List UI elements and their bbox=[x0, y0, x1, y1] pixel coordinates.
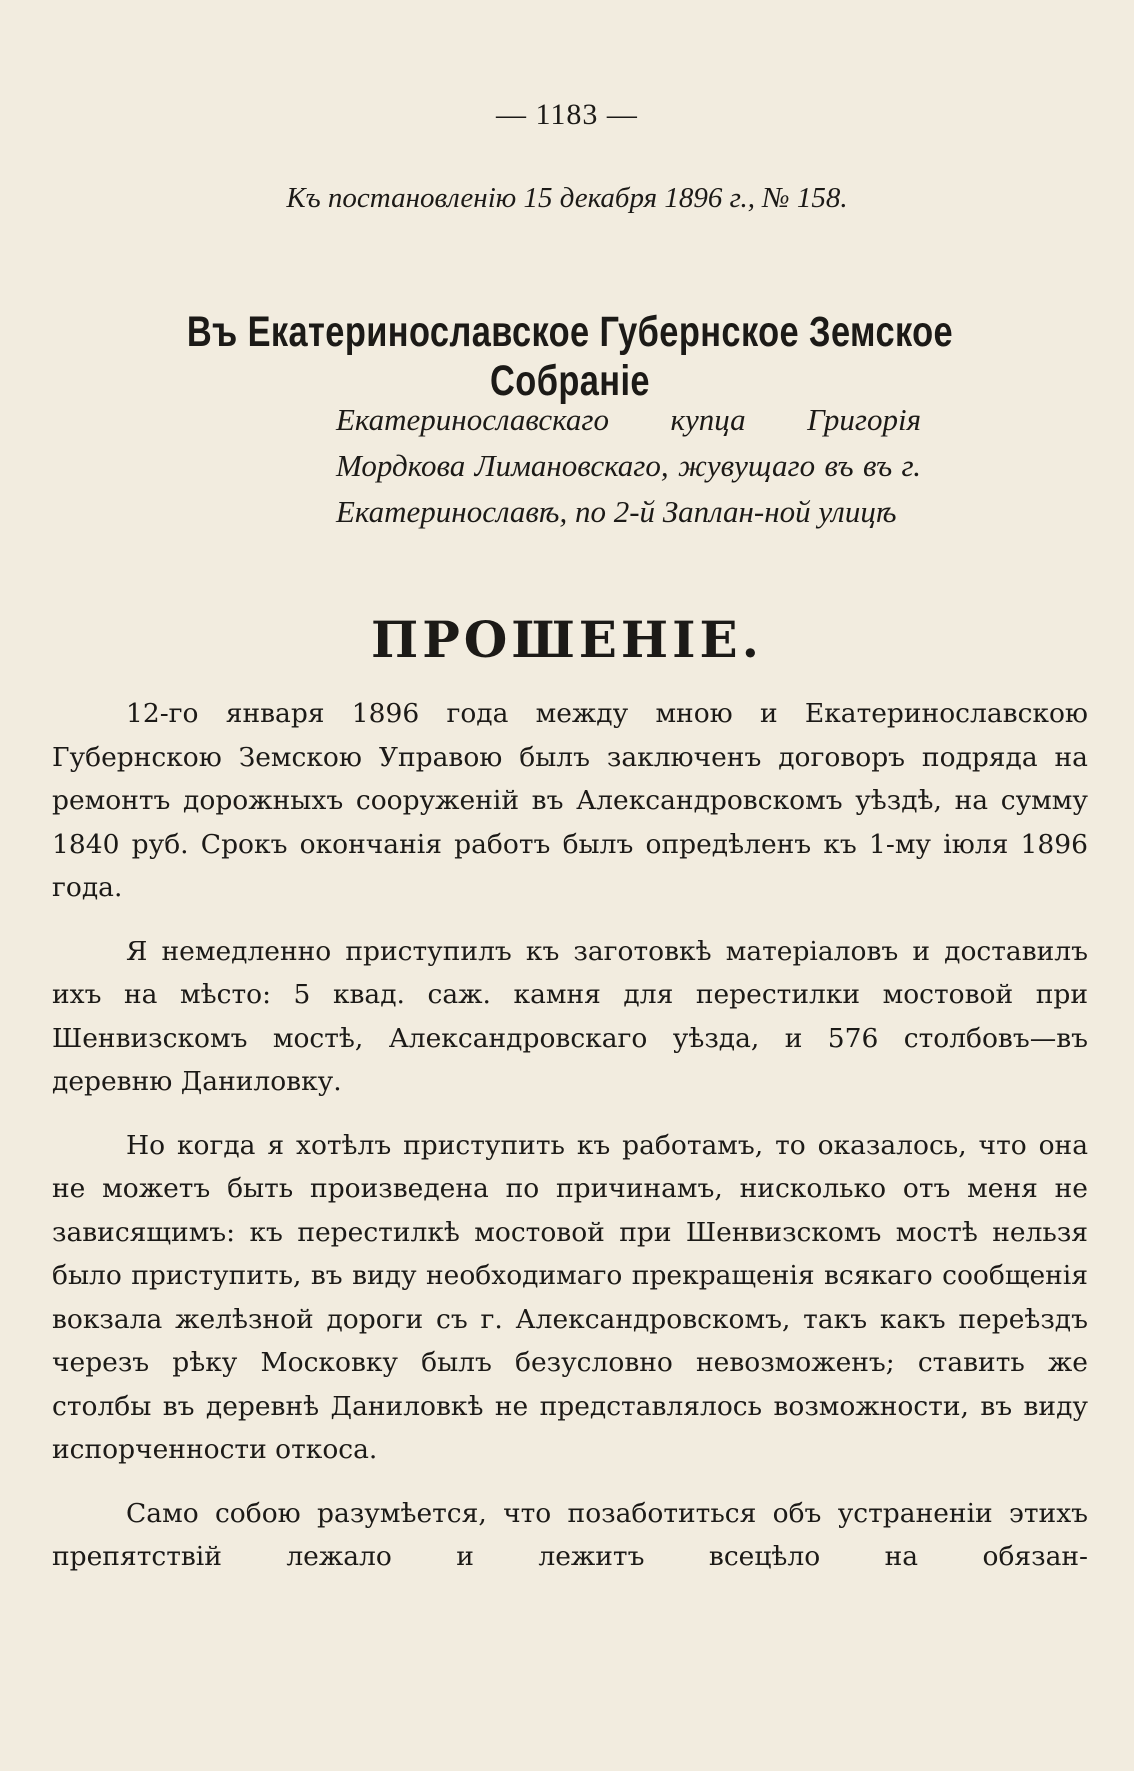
page-number: — 1183 — bbox=[496, 98, 638, 131]
paragraph: Я немедленно приступилъ къ заготовкѣ матеріаловъ и доставилъ ихъ на мѣсто: 5 квад. саж. камня для перестилки мостовой при Шенвизскомъ мостѣ, Александровскаго уѣзда, и 576 столбовъ—въ деревню Даниловку. bbox=[52, 935, 1088, 1097]
paragraph: Но когда я хотѣлъ приступить къ работамъ, то оказалось, что она не можетъ быть произведена по причинамъ, нисколько отъ меня не зависящимъ: къ перестилкѣ мостовой при Шенвизскомъ мостѣ нельзя было приступить, въ виду необходимаго прекращенія всякаго сообщенія вокзала желѣзной дороги съ г. Александровскомъ, такъ какъ переѣздъ черезъ рѣку Московку былъ безусловно невозможенъ; ставить же столбы въ деревнѣ Даниловкѣ не представлялось возможности, въ виду испорченности откоса. bbox=[52, 1129, 1088, 1465]
paragraph: Само собою разумѣется, что позаботиться объ устраненіи этихъ препятствій лежало и лежитъ всецѣло на обязан- bbox=[52, 1497, 1088, 1572]
petitioner-block: Екатеринославскаго купца Григорія Мордкова Лимановскаго, жувущаго въ въ г. Екатеринославѣ, по 2-й Заплан-ной улицѣ bbox=[336, 402, 921, 529]
addressee-heading: Въ Екатеринославское Губернское Земское Собраніе bbox=[186, 308, 954, 405]
document-title: ПРОШЕНІЕ. bbox=[370, 610, 764, 669]
petition-body bbox=[52, 692, 1088, 1579]
paragraph: 12-го января 1896 года между мною и Екатеринославскою Губернскою Земскою Управою былъ заключенъ договоръ подряда на ремонтъ дорожныхъ сооруженій въ Александровскомъ уѣздѣ, на сумму 1840 руб. Срокъ окончанія работъ былъ опредѣленъ къ 1-му іюля 1896 года. bbox=[52, 698, 1088, 903]
resolution-reference: Къ постановленію 15 декабря 1896 г., № 158. bbox=[286, 182, 848, 214]
